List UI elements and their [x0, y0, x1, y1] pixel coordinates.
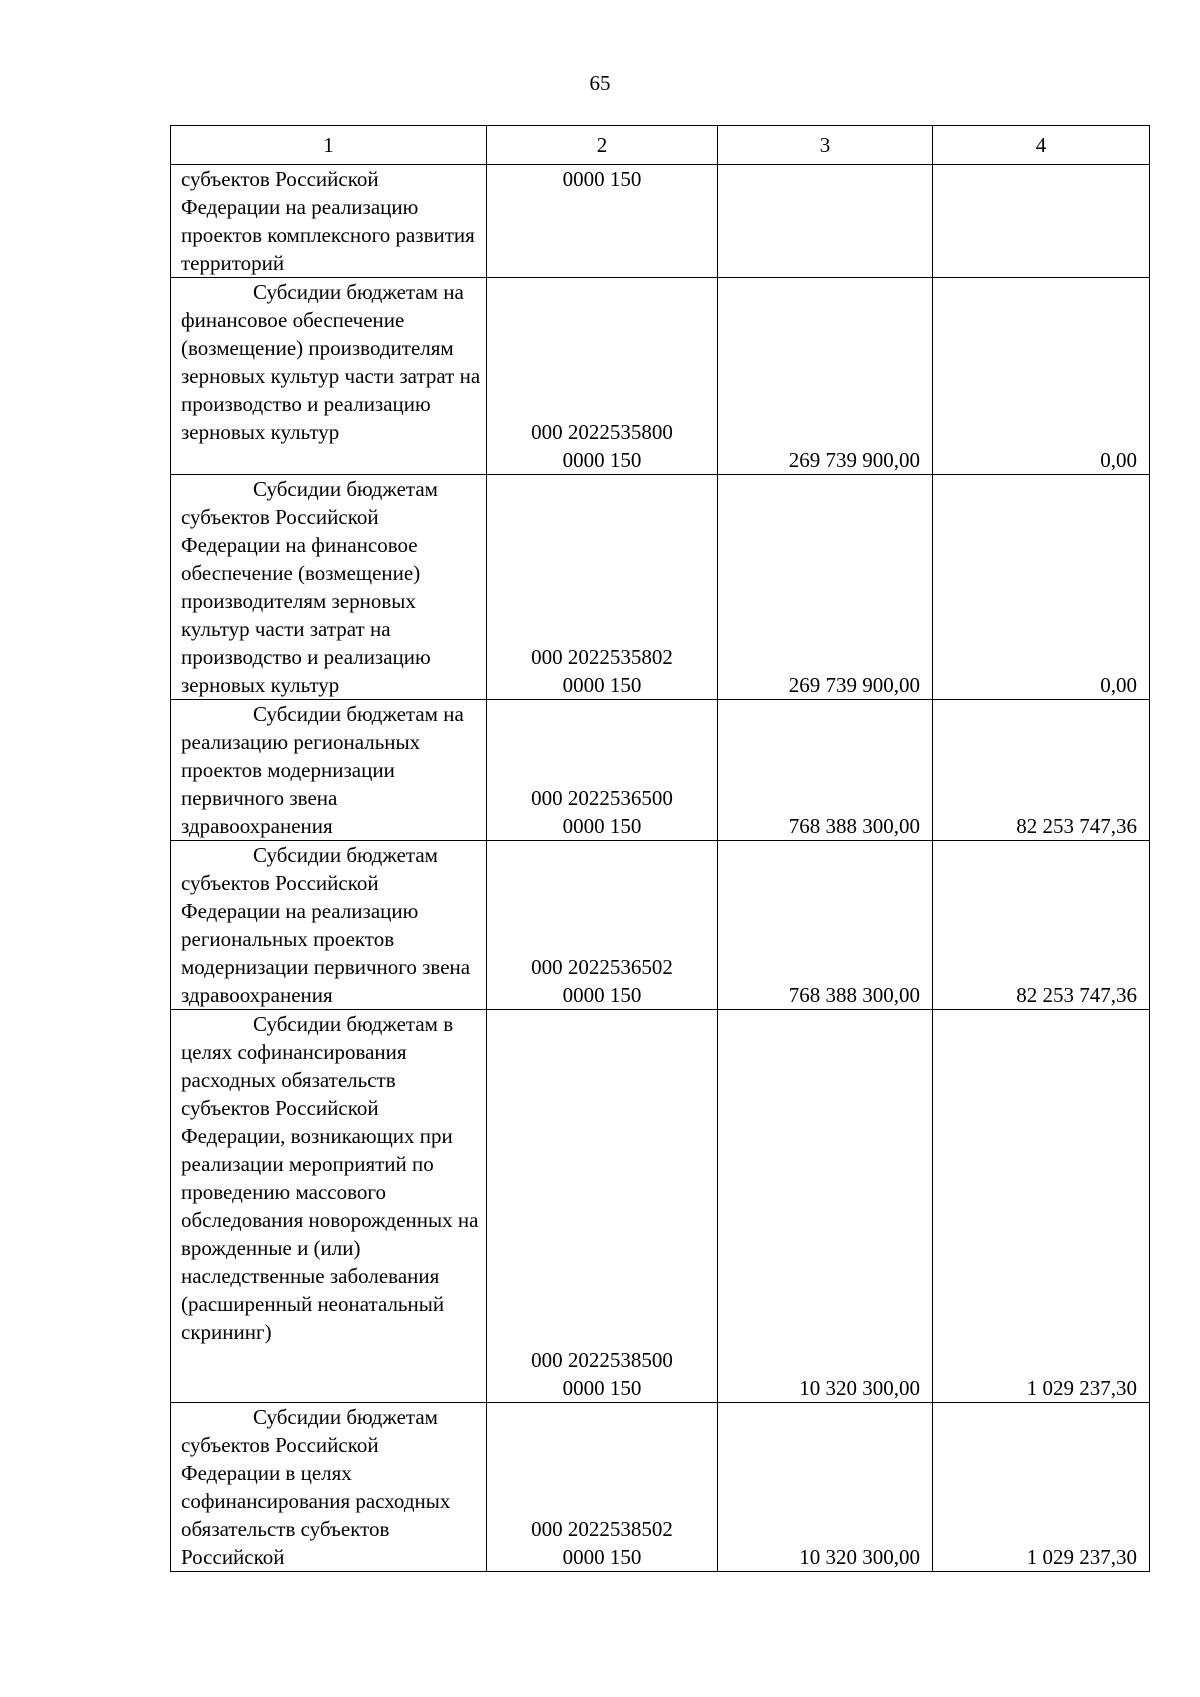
row-value-col3: 269 739 900,00 — [718, 278, 933, 475]
table-row — [171, 1010, 1150, 1403]
row-value-col4: 1 029 237,30 — [933, 1010, 1150, 1403]
row-code: 0000 150 — [487, 165, 718, 278]
row-name: Субсидии бюджетам субъектов Российской Федерации в целях софинансирования расходных обязательств субъектов Российской — [181, 1405, 451, 1569]
table-header-row — [171, 126, 1150, 165]
row-value-col3: 269 739 900,00 — [718, 475, 933, 700]
row-code: 000 2022536502 0000 150 — [487, 841, 718, 1010]
row-code: 000 2022535802 0000 150 — [487, 475, 718, 700]
row-value-col4: 0,00 — [933, 475, 1150, 700]
row-name-cell — [171, 700, 487, 841]
page-number: 65 — [589, 71, 611, 95]
row-name-cell — [171, 1403, 487, 1572]
row-value-col3: 10 320 300,00 — [718, 1010, 933, 1403]
table-row — [171, 841, 1150, 1010]
row-value-col3: 768 388 300,00 — [718, 841, 933, 1010]
row-code: 000 2022538502 0000 150 — [487, 1403, 718, 1572]
row-name: Субсидии бюджетам на реализацию региональных проектов модернизации первичного звена здравоохранения — [181, 702, 464, 838]
row-code: 000 2022536500 0000 150 — [487, 700, 718, 841]
row-code: 000 2022535800 0000 150 — [487, 278, 718, 475]
row-name-cell — [171, 1010, 487, 1403]
row-name-cell — [171, 165, 487, 278]
row-value-col3: 10 320 300,00 — [718, 1403, 933, 1572]
budget-table — [170, 125, 1150, 1572]
table-row — [171, 165, 1150, 278]
table-row — [171, 475, 1150, 700]
row-name: субъектов Российской Федерации на реализацию проектов комплексного развития территорий — [181, 167, 475, 275]
row-name-cell — [171, 278, 487, 475]
row-name-cell — [171, 475, 487, 700]
table-row — [171, 278, 1150, 475]
row-name-cell — [171, 841, 487, 1010]
row-code: 000 2022538500 0000 150 — [487, 1010, 718, 1403]
column-header-2: 2 — [487, 126, 718, 165]
table-row — [171, 1403, 1150, 1572]
row-value-col4: 0,00 — [933, 278, 1150, 475]
row-name: Субсидии бюджетам субъектов Российской Федерации на реализацию региональных проектов модернизации первичного звена здравоохранения — [181, 843, 471, 1007]
row-name: Субсидии бюджетам в целях софинансирования расходных обязательств субъектов Российской Федерации, возникающих при реализации мероприятий по проведению массового обследования новорожденных на врожденные и (или) наследственные заболевания (расширенный неонатальный скрининг) — [181, 1012, 479, 1344]
column-header-1: 1 — [171, 126, 487, 165]
row-name: Субсидии бюджетам на финансовое обеспечение (возмещение) производителям зерновых культур части затрат на производство и реализацию зерновых культур — [181, 280, 481, 444]
column-header-3: 3 — [718, 126, 933, 165]
row-value-col3: 768 388 300,00 — [718, 700, 933, 841]
row-value-col4: 82 253 747,36 — [933, 700, 1150, 841]
row-value-col3 — [718, 165, 933, 278]
row-value-col4: 1 029 237,30 — [933, 1403, 1150, 1572]
row-name: Субсидии бюджетам субъектов Российской Федерации на финансовое обеспечение (возмещение) производителям зерновых культур части затрат на производство и реализацию зерновых культур — [181, 477, 438, 697]
column-header-4: 4 — [933, 126, 1150, 165]
row-value-col4: 82 253 747,36 — [933, 841, 1150, 1010]
row-value-col4 — [933, 165, 1150, 278]
table-row — [171, 700, 1150, 841]
